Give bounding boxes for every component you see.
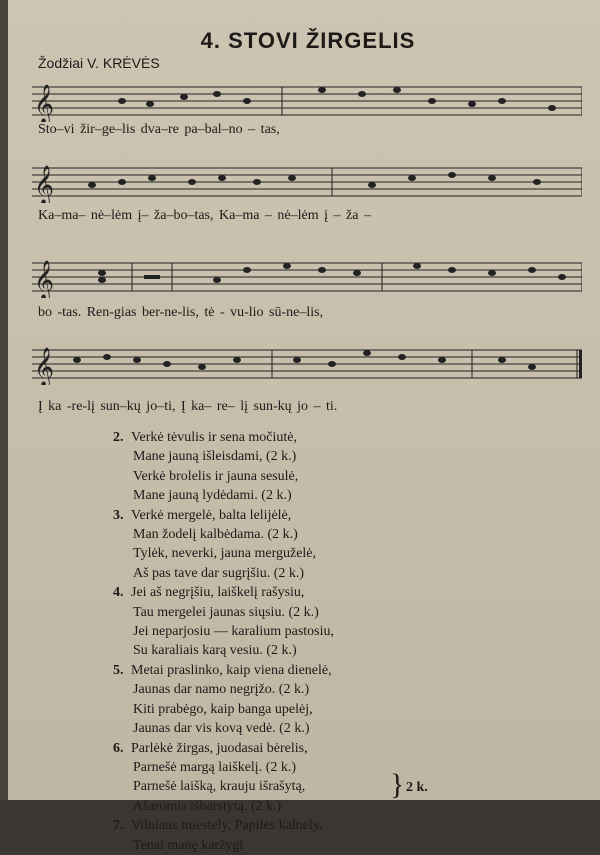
book-gutter (0, 0, 8, 800)
repeat-brace: } (390, 768, 405, 801)
verse-number: 2. (113, 430, 124, 445)
verse-line: Man žodelį kalbėdama. (2 k.) (133, 527, 298, 543)
verse-2 (113, 428, 493, 506)
verse-3 (113, 506, 493, 584)
music-staff-1 (32, 82, 582, 122)
verse-number: 7. (113, 818, 124, 834)
lyric-line-3: bo -tas. Ren-gias ber-ne-lis, tė - vu-lio sū-ne–lis, (38, 305, 324, 320)
book-page (8, 0, 600, 853)
verse-5 (113, 661, 493, 739)
lyric-line-4: Į ka -re-lį sun–kų jo–ti, Į ka– re– lį sun-kų jo – ti. (38, 399, 338, 414)
svg-text:𝄞: 𝄞 (34, 262, 55, 298)
verse-7 (113, 816, 493, 855)
lyric-line-2: Ka–ma– nė–lėm į– ža–bo–tas, Ka–ma – nė–lėm į – ža – (38, 208, 371, 223)
lyric-line-1: Sto–vi žir–ge–lis dva–re pa–bal–no – tas, (38, 122, 280, 137)
verse-line: Tenai manę karžygi (133, 837, 244, 853)
verse-line: Jei aš negrįšiu, laiškelį rašysiu, (131, 585, 305, 601)
verse-line: Su karaliais karą vesiu. (2 k.) (133, 643, 297, 659)
song-title: 4. STOVI ŽIRGELIS (200, 28, 416, 53)
verse-line: Jaunas dar vis kovą vedė. (2 k.) (133, 721, 310, 737)
verse-line: Verkė brolelis ir jauna sesulė, (133, 468, 299, 484)
verse-line: Mane jauną išleisdami, (2 k.) (133, 449, 297, 465)
verse-4 (113, 583, 493, 661)
music-staff-3 (32, 258, 582, 298)
svg-text:𝄞: 𝄞 (34, 167, 55, 203)
verse-number: 3. (113, 507, 124, 523)
verse-line: Parnešė laišką, krauju išrašytą, (133, 779, 306, 795)
verse-line: Verkė mergelė, balta lelijėlė, (131, 507, 292, 523)
verse-number: 5. (113, 662, 124, 678)
verse-line: Verkė tėvulis ir sena močiutė, (131, 430, 298, 445)
lyrics-credit: Žodžiai V. KRĖVĖS (38, 55, 160, 71)
verse-line: Vilniaus miestely, Papilės kalnely, (131, 818, 323, 834)
verse-line: Parlėkė žirgas, juodasai bėrelis, (131, 740, 308, 756)
music-staff-2 (32, 163, 582, 203)
verse-line: Jei neparjosiu — karalium pastosiu, (133, 624, 335, 640)
verse-line: Kiti prabėgo, kaip banga upelėj, (133, 701, 313, 717)
svg-text:𝄞: 𝄞 (34, 349, 55, 385)
verse-6 (113, 739, 493, 817)
verse-number: 4. (113, 585, 124, 601)
svg-text:𝄞: 𝄞 (34, 86, 55, 122)
verse-line: Ašaromis išbarstytą. (2 k.) (133, 798, 282, 814)
verse-number: 6. (113, 740, 124, 756)
music-staff-4 (32, 345, 582, 385)
verse-line: Mane jauną lydėdami. (2 k.) (133, 488, 292, 504)
verses (113, 428, 493, 855)
verse-line: Parnešė margą laiškelį. (2 k.) (133, 759, 297, 775)
verse-line: Aš pas tave dar sugrįšiu. (2 k.) (133, 565, 305, 581)
repeat-label: 2 k. (406, 780, 428, 795)
verse-line: Tau mergelei jaunas siųsiu. (2 k.) (133, 604, 319, 620)
verse-line: Tylėk, neverki, jauna merguželė, (133, 546, 317, 562)
verse-line: Metai praslinko, kaip viena dienelė, (131, 662, 332, 678)
verse-line: Jaunas dar namo negrįžo. (2 k.) (133, 682, 310, 698)
